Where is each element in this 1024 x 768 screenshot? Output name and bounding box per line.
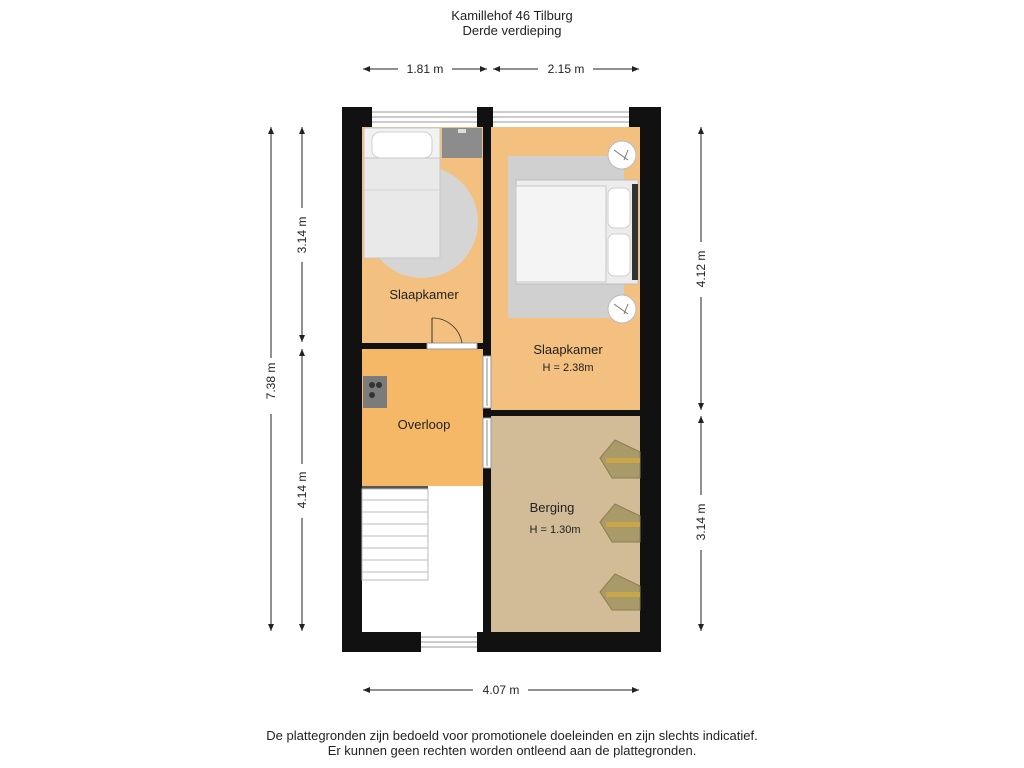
dimension-right-upper [694,127,708,410]
dimension-top-left-text: 1.81 m [406,62,444,76]
bedroom-small-label: Slaapkamer [389,287,459,302]
disclaimer-line-1: De plattegronden zijn bedoeld voor promotionele doeleinden en zijn slechts indicatief. [266,728,758,743]
window-large-bedroom [493,107,629,127]
nightstand-bottom [608,295,636,323]
storage-label: Berging [529,500,575,515]
dimension-left-upper-text: 3.14 m [295,216,309,254]
single-bed [364,128,440,258]
dimension-left-total [264,127,278,631]
landing-label: Overloop [397,417,451,432]
dimension-left-upper [295,127,309,342]
dimension-top-right [493,62,639,76]
dimension-top-right-text: 2.15 m [547,62,585,76]
dimension-right-lower-text: 3.14 m [694,503,708,541]
kitchenette-unit [363,376,387,408]
double-bed [516,180,638,284]
window-bottom [421,632,477,652]
door-large-bedroom [483,356,491,408]
bedroom-large-label: Slaapkamer [533,342,603,357]
dimension-right-lower [694,416,708,631]
dimension-left-lower [295,349,309,631]
interior-wall-storage [491,410,640,416]
address-text: Kamillehof 46 Tilburg [451,8,573,23]
dimension-bottom-text: 4.07 m [482,683,520,697]
disclaimer-line-2: Er kunnen geen rechten worden ontleend aan de plattegronden. [327,743,697,758]
desk-with-chair [442,128,482,158]
dimension-left-total-text: 7.38 m [264,362,278,400]
disclaimer [0,728,1024,758]
dimension-top-left [363,62,487,76]
bedroom-large-height: H = 2.38m [542,362,594,374]
dimension-right-upper-text: 4.12 m [694,250,708,288]
dimension-bottom [363,683,639,697]
door-storage [483,418,491,468]
nightstand-top [608,141,636,169]
window-small-bedroom [372,107,477,127]
storage-height: H = 1.30m [529,524,581,536]
dimension-left-lower-text: 4.14 m [295,471,309,509]
floor-text: Derde verdieping [462,23,562,38]
staircase [362,489,428,580]
